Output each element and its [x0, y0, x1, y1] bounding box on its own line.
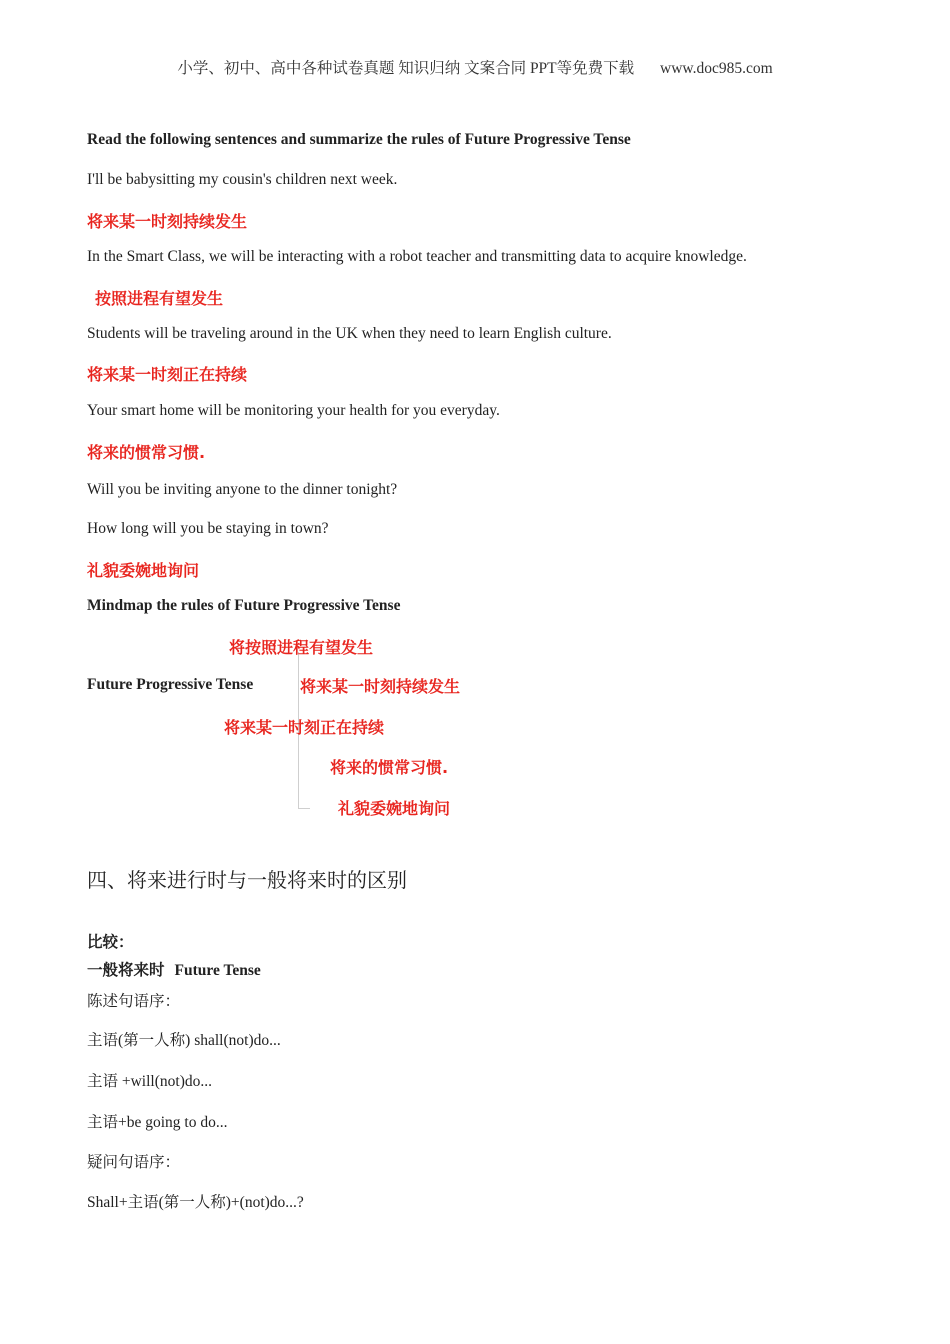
example-question: Will you be inviting anyone to the dinner tonight?: [87, 481, 398, 498]
mindmap-branch: 将来的惯常习惯.: [330, 758, 449, 777]
page-header: [0, 56, 950, 78]
example-question: How long will you be staying in town?: [87, 520, 329, 537]
example-sentence: Your smart home will be monitoring your health for you everyday.: [87, 402, 500, 419]
mindmap-connector-end: [298, 808, 310, 809]
header-site-link[interactable]: www.doc985.com: [660, 60, 773, 77]
mindmap-branch: 将来某一时刻正在持续: [224, 718, 385, 737]
rule-label: 礼貌委婉地询问: [87, 561, 200, 580]
section-title: 四、将来进行时与一般将来时的区别: [87, 868, 407, 892]
subheading-cn: 一般将来时: [87, 961, 165, 979]
structure-line: Shall+主语(第一人称)+(not)do...?: [87, 1194, 304, 1211]
example-sentence: In the Smart Class, we will be interacting with a robot teacher and transmitting data to acquire knowledge.: [87, 248, 747, 265]
example-sentence: Students will be traveling around in the UK when they need to learn English culture.: [87, 325, 612, 342]
rule-label: 按照进程有望发生: [95, 289, 224, 308]
mindmap-branch: 礼貌委婉地询问: [338, 799, 451, 818]
compare-label: 比较：: [87, 933, 134, 951]
rule-label: 将来的惯常习惯.: [87, 443, 206, 462]
rule-label: 将来某一时刻正在持续: [87, 365, 248, 384]
subheading-en: Future Tense: [174, 962, 261, 979]
example-sentence: I'll be babysitting my cousin's children next week.: [87, 171, 398, 188]
structure-line: 主语(第一人称) shall(not)do...: [87, 1032, 281, 1049]
declarative-label: 陈述句语序：: [87, 993, 181, 1010]
subheading: [87, 958, 261, 980]
structure-line: 主语 +will(not)do...: [87, 1073, 212, 1090]
header-text: 小学、初中、高中各种试卷真题 知识归纳 文案合同 PPT等免费下载: [177, 60, 635, 77]
mindmap-root: Future Progressive Tense: [87, 676, 254, 693]
structure-line: 主语+be going to do...: [87, 1114, 228, 1131]
mindmap-heading: Mindmap the rules of Future Progressive Tense: [87, 597, 401, 614]
rule-label: 将来某一时刻持续发生: [87, 212, 248, 231]
section-heading: Read the following sentences and summarize the rules of Future Progressive Tense: [87, 131, 631, 148]
mindmap-branch: 将来某一时刻持续发生: [300, 677, 461, 696]
mindmap-branch: 将按照进程有望发生: [229, 638, 374, 657]
interrogative-label: 疑问句语序：: [87, 1154, 181, 1171]
